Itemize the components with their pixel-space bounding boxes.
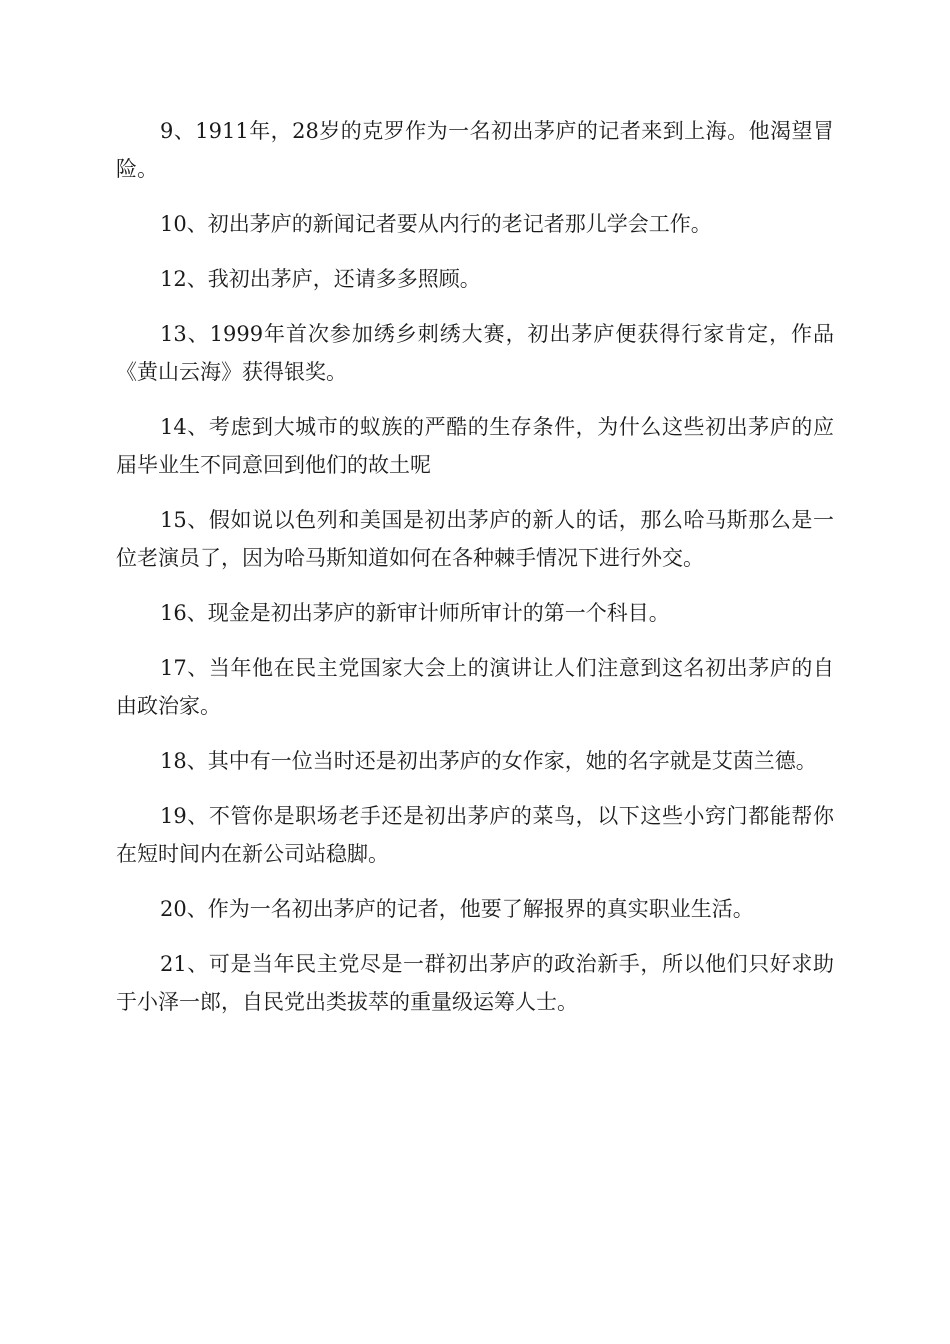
paragraph-21: 21、可是当年民主党尽是一群初出茅庐的政治新手，所以他们只好求助于小泽一郎，自民党出类拔萃的重量级运筹人士。 <box>116 952 834 1014</box>
paragraph-9: 9、1911年，28岁的克罗作为一名初出茅庐的记者来到上海。他渴望冒险。 <box>116 119 834 181</box>
paragraph-19: 19、不管你是职场老手还是初出茅庐的菜鸟，以下这些小窍门都能帮你在短时间内在新公司站稳脚。 <box>116 804 834 866</box>
paragraph-20: 20、作为一名初出茅庐的记者，他要了解报界的真实职业生活。 <box>160 897 754 921</box>
paragraph-14: 14、考虑到大城市的蚁族的严酷的生存条件，为什么这些初出茅庐的应届毕业生不同意回到他们的故土呢 <box>116 415 834 477</box>
paragraph-13: 13、1999年首次参加绣乡刺绣大赛，初出茅庐便获得行家肯定，作品《黄山云海》获得银奖。 <box>116 322 834 384</box>
paragraph-10: 10、初出茅庐的新闻记者要从内行的老记者那儿学会工作。 <box>160 212 712 236</box>
paragraph-17: 17、当年他在民主党国家大会上的演讲让人们注意到这名初出茅庐的自由政治家。 <box>116 656 834 718</box>
paragraph-12: 12、我初出茅庐，还请多多照顾。 <box>160 267 481 291</box>
paragraph-18: 18、其中有一位当时还是初出茅庐的女作家，她的名字就是艾茵兰德。 <box>160 749 817 773</box>
paragraph-16: 16、现金是初出茅庐的新审计师所审计的第一个科目。 <box>160 601 670 625</box>
document-body <box>116 112 834 1038</box>
paragraph-15: 15、假如说以色列和美国是初出茅庐的新人的话，那么哈马斯那么是一位老演员了，因为哈马斯知道如何在各种棘手情况下进行外交。 <box>116 508 834 570</box>
